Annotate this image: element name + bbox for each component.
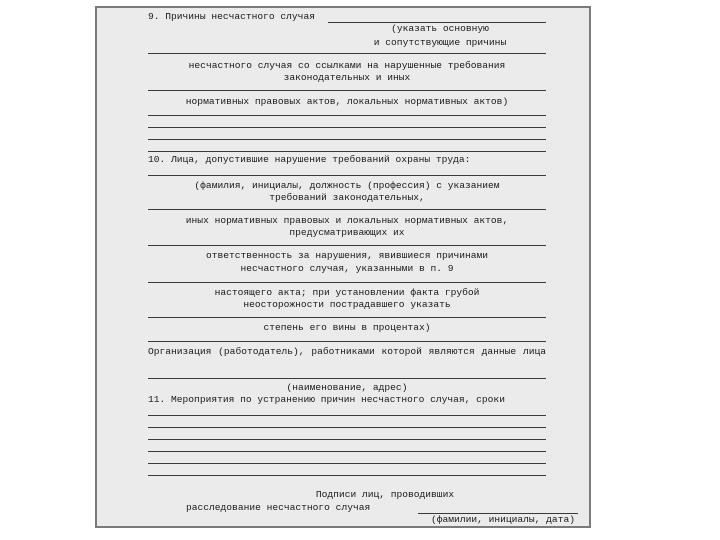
section-11-line-6[interactable]: [148, 475, 546, 476]
section-9-line-2[interactable]: [148, 90, 546, 91]
employer-organization-line[interactable]: [148, 378, 546, 379]
section-10-line-3[interactable]: [148, 245, 546, 246]
section-11-line-5[interactable]: [148, 463, 546, 464]
section-10-hint-7: настоящего акта; при установлении факта грубой: [214, 287, 480, 298]
section-10-hint-4: предусматривающих их: [289, 227, 405, 238]
signatures-label-1: Подписи лиц, проводивших: [315, 489, 455, 500]
section-10-hint-8: неосторожности пострадавшего указать: [243, 299, 451, 310]
section-10-line-6[interactable]: [148, 341, 546, 342]
section-10-hint-3: иных нормативных правовых и локальных нормативных актов,: [185, 215, 509, 226]
section-10-line-4[interactable]: [148, 282, 546, 283]
section-9-hint-4: законодательных и иных: [283, 72, 411, 83]
signatures-hint: (фамилии, инициалы, дата): [431, 514, 575, 525]
section-9-hint-1: (указать основную: [391, 23, 489, 34]
section-9-title: 9. Причины несчастного случая: [148, 11, 315, 22]
section-10-line-2[interactable]: [148, 209, 546, 210]
section-9-hint-3: несчастного случая со ссылками на нарушенные требования: [188, 60, 506, 71]
section-10-line-1[interactable]: [148, 175, 546, 176]
section-9-hint-2: и сопутствующие причины: [373, 37, 507, 48]
section-10-hint-2: требований законодательных,: [269, 192, 425, 203]
section-10-line-5[interactable]: [148, 317, 546, 318]
section-10-hint-5: ответственность за нарушения, явившиеся причинами: [205, 250, 489, 261]
section-10-hint-9: степень его вины в процентах): [263, 322, 431, 333]
section-11-line-4[interactable]: [148, 451, 546, 452]
section-11-line-1[interactable]: [148, 415, 546, 416]
section-10-hint-1: (фамилия, инициалы, должность (профессия) с указанием: [194, 180, 500, 191]
section-9-line-3[interactable]: [148, 115, 546, 116]
section-10-hint-6: несчастного случая, указанными в п. 9: [240, 263, 454, 274]
section-11-title: 11. Мероприятия по устранению причин несчастного случая, сроки: [148, 394, 505, 405]
employer-organization-text: Организация (работодатель), работниками которой являются данные лица: [148, 346, 546, 357]
section-9-line-1[interactable]: [148, 53, 546, 54]
employer-organization-hint: (наименование, адрес): [286, 382, 408, 393]
section-11-line-2[interactable]: [148, 427, 546, 428]
section-9-line-6[interactable]: [148, 151, 546, 152]
section-10-title: 10. Лица, допустившие нарушение требований охраны труда:: [148, 154, 471, 165]
section-9-hint-5: нормативных правовых актов, локальных нормативных актов): [185, 96, 509, 107]
section-9-line-5[interactable]: [148, 139, 546, 140]
section-9-line-4[interactable]: [148, 127, 546, 128]
section-11-line-3[interactable]: [148, 439, 546, 440]
signatures-label-2: расследование несчастного случая: [186, 502, 371, 513]
